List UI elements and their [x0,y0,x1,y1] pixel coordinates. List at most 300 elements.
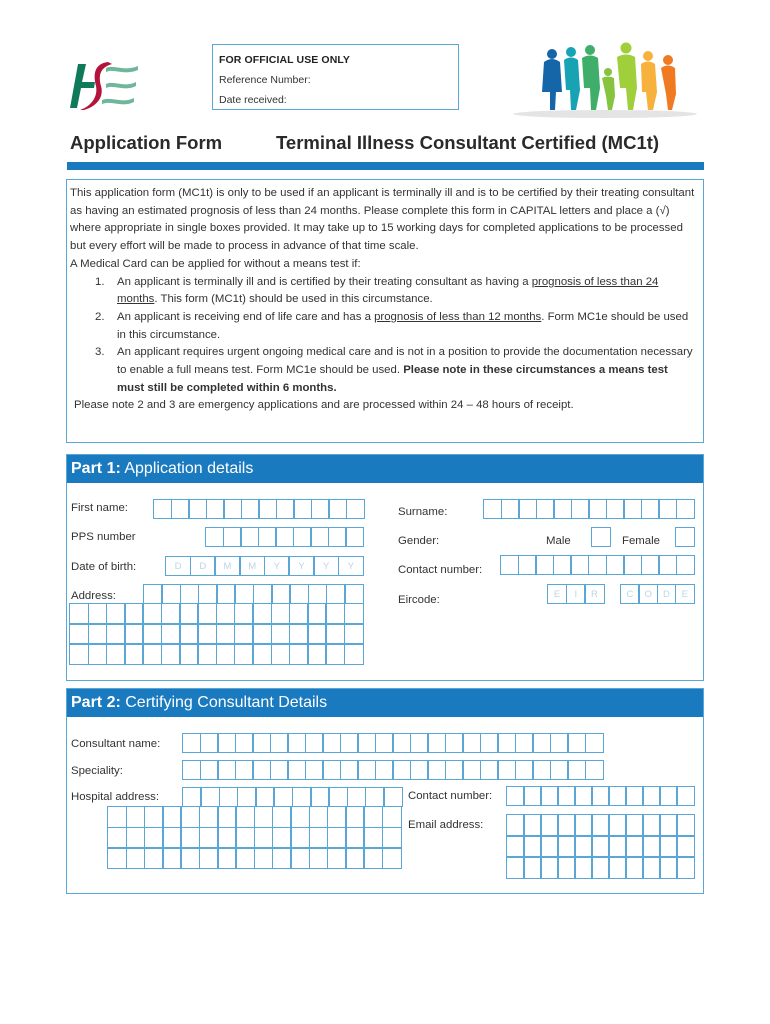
char-box[interactable] [311,499,330,519]
char-box[interactable] [216,603,236,625]
char-box[interactable] [506,835,525,858]
char-box[interactable] [107,847,127,869]
char-box[interactable] [506,856,525,879]
char-box[interactable] [365,787,385,807]
char-box[interactable] [641,499,660,519]
char-box[interactable] [606,499,625,519]
char-box[interactable] [272,806,292,828]
char-box[interactable] [363,847,383,869]
char-box[interactable] [305,760,324,780]
gender-male-label: Male [546,535,571,547]
char-box[interactable] [206,499,225,519]
char-box[interactable] [182,787,202,807]
char-box[interactable] [608,835,627,858]
char-box[interactable] [392,760,411,780]
char-box[interactable] [540,856,559,879]
char-box[interactable] [382,827,402,849]
char-box[interactable] [591,856,610,879]
char-box[interactable] [271,623,291,645]
char-box[interactable] [124,603,144,625]
char-box[interactable] [142,623,162,645]
char-box[interactable] [258,527,277,547]
char-box[interactable] [200,733,219,753]
char-box[interactable] [591,814,610,837]
char-box[interactable] [523,856,542,879]
char-box[interactable] [234,603,254,625]
char-box[interactable] [310,527,329,547]
char-box[interactable] [557,786,576,806]
consultant-name-field[interactable] [182,733,604,753]
char-box[interactable] [182,733,201,753]
char-box[interactable] [571,499,590,519]
char-box[interactable] [340,760,359,780]
char-box[interactable] [234,584,254,604]
char-box[interactable] [608,786,627,806]
char-box[interactable] [252,623,272,645]
char-box[interactable] [275,527,294,547]
char-box[interactable] [199,827,219,849]
char-box[interactable] [325,603,345,625]
char-box[interactable] [658,555,677,575]
char-box[interactable] [270,733,289,753]
char-box[interactable] [658,499,677,519]
char-box[interactable]: M [214,556,240,576]
char-box[interactable] [309,847,329,869]
speciality-field[interactable] [182,760,604,780]
char-box[interactable] [161,623,181,645]
char-box[interactable]: Y [288,556,314,576]
char-box[interactable] [287,760,306,780]
char-box[interactable] [392,733,411,753]
char-box[interactable] [219,787,239,807]
hospital-address-label: Hospital address: [71,791,160,803]
char-box[interactable] [217,847,237,869]
char-box[interactable] [345,827,365,849]
char-box[interactable] [540,835,559,858]
char-box[interactable] [625,786,644,806]
char-box[interactable] [143,584,163,604]
char-box[interactable] [106,643,126,665]
char-box[interactable] [179,643,199,665]
char-box[interactable] [540,786,559,806]
hospital-address-line-1[interactable] [182,787,403,807]
consultant-contact-number-field[interactable] [506,786,695,806]
char-box[interactable] [363,806,383,828]
official-use-box [212,44,459,110]
char-box[interactable] [223,499,242,519]
char-box[interactable] [642,835,661,858]
char-box[interactable] [445,733,464,753]
char-box[interactable]: Y [313,556,339,576]
char-box[interactable] [290,806,310,828]
char-box[interactable]: M [239,556,265,576]
char-box[interactable] [497,733,516,753]
char-box[interactable] [107,806,127,828]
char-box[interactable] [287,733,306,753]
char-box[interactable] [162,827,182,849]
char-box[interactable] [340,733,359,753]
char-box[interactable] [253,584,273,604]
char-box[interactable] [309,827,329,849]
char-box[interactable] [676,814,695,837]
char-box[interactable] [506,786,525,806]
char-box[interactable] [606,555,625,575]
char-box[interactable] [289,603,309,625]
char-box[interactable] [550,760,569,780]
char-box[interactable] [307,623,327,645]
char-box[interactable] [357,733,376,753]
char-box[interactable] [625,835,644,858]
char-box[interactable] [641,555,660,575]
char-box[interactable] [271,603,291,625]
char-box[interactable] [237,787,257,807]
char-box[interactable] [588,555,607,575]
char-box[interactable] [383,787,403,807]
char-box[interactable] [88,623,108,645]
char-box[interactable] [483,499,502,519]
char-box[interactable] [322,760,341,780]
char-box[interactable] [197,623,217,645]
first-name-field[interactable] [153,499,365,519]
char-box[interactable] [179,623,199,645]
char-box[interactable] [69,643,89,665]
char-box[interactable] [427,733,446,753]
char-box[interactable] [518,499,537,519]
char-box[interactable] [357,760,376,780]
char-box[interactable] [427,760,446,780]
char-box[interactable] [272,827,292,849]
char-box[interactable] [642,814,661,837]
char-box[interactable] [327,806,347,828]
char-box[interactable] [162,806,182,828]
intro-paragraph: This application form (MC1t) is only to be used if an applicant is terminally ill and is to be certified by their treating consultant as having an estimated prognosis of less than 24 months. Please complete this form in CAPITAL letters and place a (√) where appropriate in single boxes provided. It may take up to 15 working days for completed applications to be processed but every effort will be made to process in advance of that time scale. [70,187,695,253]
char-box[interactable] [241,499,260,519]
char-box[interactable] [144,827,164,849]
char-box[interactable] [515,733,534,753]
char-box[interactable] [588,499,607,519]
char-box[interactable] [307,643,327,665]
char-box[interactable] [659,835,678,858]
char-box[interactable] [161,603,181,625]
char-box[interactable] [347,787,367,807]
char-box[interactable] [289,623,309,645]
char-box[interactable] [532,733,551,753]
page-title: Application Form [70,132,223,153]
eircode-unique-field[interactable] [620,584,695,604]
char-box[interactable] [205,527,224,547]
surname-field[interactable] [483,499,695,519]
char-box[interactable] [270,760,289,780]
char-box[interactable] [252,760,271,780]
char-box[interactable] [126,847,146,869]
char-box[interactable] [642,786,661,806]
char-box[interactable] [585,733,604,753]
char-box[interactable] [142,643,162,665]
char-box[interactable] [271,584,291,604]
char-box[interactable] [255,787,275,807]
date-of-birth-field[interactable] [165,556,364,576]
char-box[interactable] [410,733,429,753]
char-box[interactable] [410,760,429,780]
char-box[interactable] [235,847,255,869]
char-box[interactable] [567,733,586,753]
char-box[interactable] [252,733,271,753]
char-box[interactable] [574,856,593,879]
char-box[interactable]: I [566,584,586,604]
char-box[interactable] [171,499,190,519]
char-box[interactable]: D [657,584,677,604]
char-box[interactable] [345,527,364,547]
char-box[interactable] [523,786,542,806]
char-box[interactable] [497,760,516,780]
pps-number-label: PPS number [71,531,136,543]
char-box[interactable] [535,555,554,575]
char-box[interactable] [518,555,537,575]
char-box[interactable] [180,806,200,828]
char-box[interactable] [308,584,328,604]
char-box[interactable] [346,499,365,519]
char-box[interactable] [322,733,341,753]
part1-header: Part 1: Application details [67,455,703,483]
char-box[interactable] [480,733,499,753]
char-box[interactable] [106,603,126,625]
char-box[interactable] [240,527,259,547]
char-box[interactable] [153,499,172,519]
char-box[interactable] [327,847,347,869]
char-box[interactable] [197,603,217,625]
eircode-routing-field[interactable] [547,584,605,604]
char-box[interactable] [550,733,569,753]
char-box[interactable] [623,555,642,575]
char-box[interactable] [293,499,312,519]
char-box[interactable] [162,847,182,869]
char-box[interactable] [328,499,347,519]
char-box[interactable] [234,623,254,645]
address-line-1[interactable] [143,584,364,604]
char-box[interactable] [344,584,364,604]
char-box[interactable] [375,733,394,753]
char-box[interactable] [235,827,255,849]
char-box[interactable] [557,814,576,837]
address-grid[interactable] [70,604,363,664]
char-box[interactable] [217,806,237,828]
char-box[interactable] [574,814,593,837]
char-box[interactable] [182,760,201,780]
date-of-birth-label: Date of birth: [71,561,137,573]
char-box[interactable] [235,733,254,753]
char-box[interactable] [344,623,364,645]
char-box[interactable] [276,499,295,519]
char-box[interactable] [675,527,695,547]
char-box[interactable] [515,760,534,780]
char-box[interactable] [325,643,345,665]
char-box[interactable] [69,623,89,645]
char-box[interactable] [126,827,146,849]
char-box[interactable] [252,643,272,665]
char-box[interactable]: Y [338,556,364,576]
char-box[interactable] [523,814,542,837]
char-box[interactable] [676,499,695,519]
char-box[interactable] [179,603,199,625]
char-box[interactable] [328,787,348,807]
char-box[interactable] [235,806,255,828]
hospital-address-grid[interactable] [108,807,401,869]
char-box[interactable] [553,499,572,519]
email-address-grid[interactable] [507,815,694,878]
char-box[interactable] [591,786,610,806]
char-box[interactable] [124,643,144,665]
char-box[interactable] [217,827,237,849]
char-box[interactable] [272,847,292,869]
char-box[interactable] [344,603,364,625]
char-box[interactable] [382,806,402,828]
char-box[interactable] [591,527,611,547]
gender-male-checkbox[interactable] [591,527,611,547]
char-box[interactable] [235,760,254,780]
char-box[interactable] [553,555,572,575]
pps-number-field[interactable] [205,527,364,547]
char-box[interactable] [199,847,219,869]
char-box[interactable] [126,806,146,828]
char-box[interactable] [293,527,312,547]
char-box[interactable] [223,527,242,547]
char-box[interactable] [188,499,207,519]
char-box[interactable] [574,786,593,806]
char-box[interactable] [107,827,127,849]
char-box[interactable] [217,733,236,753]
char-box[interactable] [200,760,219,780]
char-box[interactable] [254,847,274,869]
char-box[interactable] [197,643,217,665]
char-box[interactable] [540,814,559,837]
char-box[interactable] [608,814,627,837]
char-box[interactable] [625,856,644,879]
char-box[interactable] [258,499,277,519]
char-box[interactable] [88,643,108,665]
char-box[interactable] [200,787,220,807]
char-box[interactable] [676,786,695,806]
char-box[interactable] [216,643,236,665]
contact-number-field[interactable] [500,555,695,575]
char-box[interactable] [585,760,604,780]
char-box[interactable] [676,555,695,575]
char-box[interactable] [124,623,144,645]
char-box[interactable] [445,760,464,780]
char-box[interactable] [328,527,347,547]
char-box[interactable] [254,827,274,849]
char-box[interactable] [217,760,236,780]
char-box[interactable] [271,643,291,665]
char-box[interactable] [676,835,695,858]
char-box[interactable] [608,856,627,879]
title-divider [67,162,704,170]
char-box[interactable] [659,786,678,806]
char-box[interactable] [305,733,324,753]
char-box[interactable] [326,584,346,604]
char-box[interactable] [106,623,126,645]
char-box[interactable] [345,806,365,828]
char-box[interactable] [307,603,327,625]
char-box[interactable] [382,847,402,869]
char-box[interactable] [344,643,364,665]
char-box[interactable] [462,760,481,780]
official-use-title: FOR OFFICIAL USE ONLY [219,54,351,66]
char-box[interactable] [161,584,181,604]
char-box[interactable]: O [638,584,658,604]
char-box[interactable] [234,643,254,665]
char-box[interactable] [216,623,236,645]
char-box[interactable] [290,827,310,849]
char-box[interactable] [345,847,365,869]
char-box[interactable] [567,760,586,780]
char-box[interactable] [289,584,309,604]
char-box[interactable] [480,760,499,780]
char-box[interactable] [180,847,200,869]
char-box[interactable] [88,603,108,625]
char-box[interactable] [289,643,309,665]
char-box[interactable]: E [547,584,567,604]
char-box[interactable] [642,856,661,879]
char-box[interactable] [375,760,394,780]
char-box[interactable]: Y [264,556,290,576]
char-box[interactable] [363,827,383,849]
char-box[interactable] [462,733,481,753]
char-box[interactable]: E [675,584,695,604]
char-box[interactable] [252,603,272,625]
char-box[interactable] [659,856,678,879]
char-box[interactable] [144,806,164,828]
char-box[interactable] [325,623,345,645]
char-box[interactable]: D [165,556,191,576]
char-box[interactable] [523,835,542,858]
char-box[interactable] [327,827,347,849]
char-box[interactable] [199,806,219,828]
char-box[interactable] [591,835,610,858]
char-box[interactable] [532,760,551,780]
char-box[interactable] [506,814,525,837]
char-box[interactable] [625,814,644,837]
char-box[interactable] [310,787,330,807]
char-box[interactable] [292,787,312,807]
char-box[interactable] [659,814,678,837]
char-box[interactable] [142,603,162,625]
char-box[interactable] [273,787,293,807]
char-box[interactable] [180,827,200,849]
char-box[interactable] [216,584,236,604]
char-box[interactable] [676,856,695,879]
char-box[interactable] [254,806,274,828]
gender-female-checkbox[interactable] [675,527,695,547]
char-box[interactable] [309,806,329,828]
char-box[interactable] [501,499,520,519]
char-box[interactable] [623,499,642,519]
char-box[interactable] [69,603,89,625]
char-box[interactable] [536,499,555,519]
char-box[interactable] [500,555,519,575]
char-box[interactable]: C [620,584,640,604]
char-box[interactable]: D [190,556,216,576]
char-box[interactable] [144,847,164,869]
char-box[interactable] [180,584,200,604]
char-box[interactable] [570,555,589,575]
char-box[interactable] [557,856,576,879]
char-box[interactable]: R [584,584,604,604]
char-box[interactable] [290,847,310,869]
char-box[interactable] [574,835,593,858]
char-box[interactable] [161,643,181,665]
char-box[interactable] [198,584,218,604]
char-box[interactable] [557,835,576,858]
